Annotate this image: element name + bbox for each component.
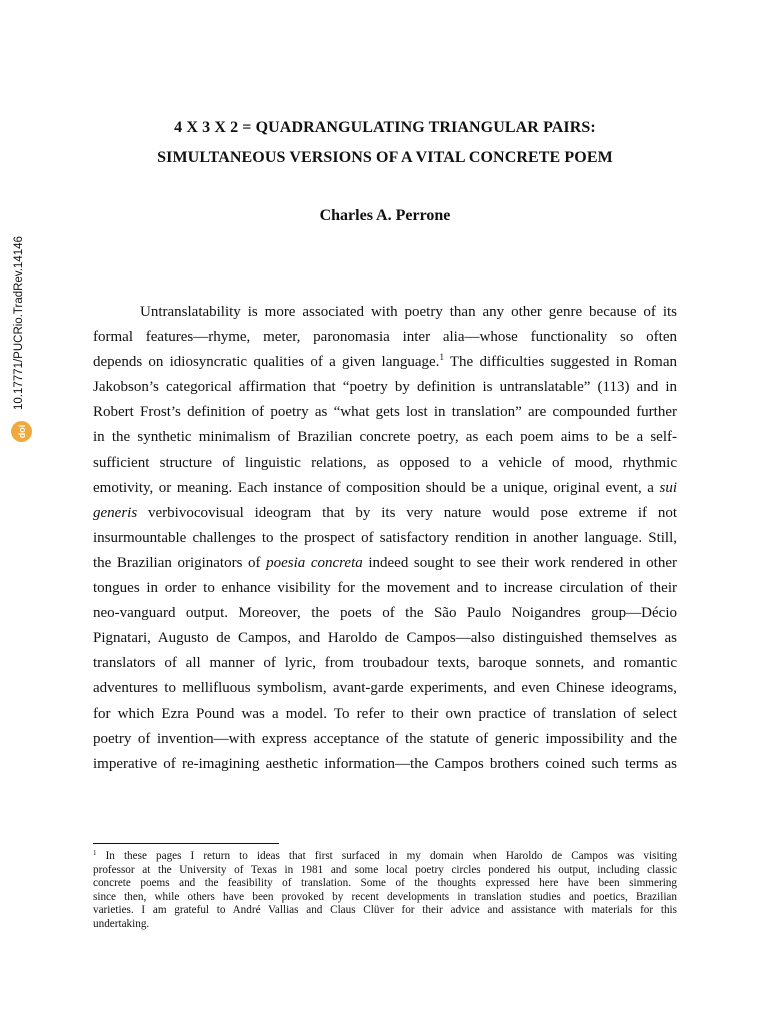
body-line: [93, 425, 677, 450]
footnote-line: [93, 877, 677, 891]
footnote-text: In these pages I return to ideas that first surfaced in my domain when Haroldo de Campos was visiting: [96, 850, 677, 862]
footnote: [93, 850, 677, 932]
text-segment: the Brazilian originators of: [93, 554, 267, 571]
paper-title-line-2: SIMULTANEOUS VERSIONS OF A VITAL CONCRETE POEM: [157, 149, 613, 166]
footnote-reference: 1: [439, 352, 444, 363]
footnote-line: [93, 891, 677, 905]
italic-term: generis: [93, 504, 138, 521]
body-line: [93, 325, 677, 350]
text-segment: in the synthetic minimalism of Brazilian concrete poetry, as each poem aims to be a self-: [93, 429, 677, 446]
text-segment: The difficulties suggested in Roman: [443, 354, 677, 371]
body-line: [93, 676, 677, 701]
text-segment: depends on idiosyncratic qualities of a given language.: [93, 354, 440, 371]
footnote-divider: [93, 843, 279, 844]
body-line: [93, 551, 677, 576]
italic-term: poesia concreta: [266, 554, 363, 571]
text-segment: neo-vanguard output. Moreover, the poets of the São Paulo Noigandres group—Décio: [93, 605, 677, 622]
footnote-marker: 1: [93, 850, 97, 857]
text-segment: Pignatari, Augusto de Campos, and Haroldo de Campos—also distinguished themselves as: [93, 630, 677, 647]
body-paragraph: [93, 300, 677, 777]
text-segment: sufficient structure of linguistic relations, as opposed to a vehicle of mood, rhythmic: [93, 454, 677, 471]
body-line: [93, 400, 677, 425]
author-name: Charles A. Perrone: [319, 207, 451, 224]
text-segment: tongues in order to enhance visibility for the movement and to increase circulation of their: [93, 580, 677, 597]
footnote-line: [93, 850, 677, 864]
paper-title-line-1: 4 X 3 X 2 = QUADRANGULATING TRIANGULAR PAIRS:: [174, 119, 596, 136]
text-segment: verbivocovisual ideogram that by its very nature would pose extreme if not: [137, 504, 677, 521]
text-segment: indeed sought to see their work rendered in other: [362, 554, 677, 571]
body-line: [93, 727, 677, 752]
doi-icon-label: doi: [16, 424, 27, 439]
text-segment: poetry of invention—with express acceptance of the statute of generic impossibility and the: [93, 730, 677, 747]
text-segment: Robert Frost’s definition of poetry as “what gets lost in translation” are compounded further: [93, 404, 677, 421]
body-line: [93, 476, 677, 501]
body-line: [93, 451, 677, 476]
text-segment: Untranslatability is more associated with poetry than any other genre because of its: [140, 304, 677, 320]
body-line: [93, 651, 677, 676]
body-line: [93, 300, 677, 325]
footnote-line: [93, 864, 677, 878]
doi-identifier: 10.17771/PUCRio.TradRev.14146: [13, 236, 25, 410]
text-segment: emotivity, or meaning. Each instance of composition should be a unique, original event, a: [93, 479, 660, 496]
body-line: [93, 375, 677, 400]
doi-icon: [11, 421, 32, 442]
text-segment: formal features—rhyme, meter, paronomasia inter alia—whose functionality so often: [93, 329, 677, 346]
body-line: [93, 350, 677, 375]
footnote-text: varieties. I am grateful to André Vallias and Claus Clüver for their advice and assistance with materials for this: [93, 904, 677, 917]
text-segment: Jakobson’s categorical affirmation that “poetry by definition is untranslatable” (113) and in: [93, 379, 677, 396]
body-line: [93, 601, 677, 626]
text-segment: translators of all manner of lyric, from troubadour texts, baroque sonnets, and romantic: [93, 655, 677, 672]
footnote-text: professor at the University of Texas in 1981 and some local poetry circles pondered his output, including classic: [93, 863, 677, 876]
footnote-line: [93, 918, 677, 932]
text-segment: imperative of re-imagining aesthetic information—the Campos brothers coined such terms as: [93, 755, 677, 772]
body-line: [93, 626, 677, 651]
body-line: [93, 702, 677, 727]
italic-term: sui: [659, 479, 677, 496]
footnote-line: [93, 904, 677, 918]
text-segment: for which Ezra Pound was a model. To refer to their own practice of translation of select: [93, 705, 677, 722]
body-line: [93, 752, 677, 777]
footnote-text: since then, while others have been provoked by recent developments in translation studies and poetics, Brazilian: [93, 890, 677, 903]
footnote-text: concrete poems and the feasibility of translation. Some of the thoughts expressed here have been simmering: [93, 877, 677, 890]
body-line: [93, 526, 677, 551]
body-line: [93, 501, 677, 526]
text-segment: adventures to mellifluous symbolism, avant-garde experiments, and even Chinese ideograms,: [93, 680, 677, 697]
footnote-text: undertaking.: [93, 917, 150, 930]
body-line: [93, 576, 677, 601]
text-segment: insurmountable challenges to the prospect of satisfactory rendition in another language. Still,: [93, 529, 677, 546]
